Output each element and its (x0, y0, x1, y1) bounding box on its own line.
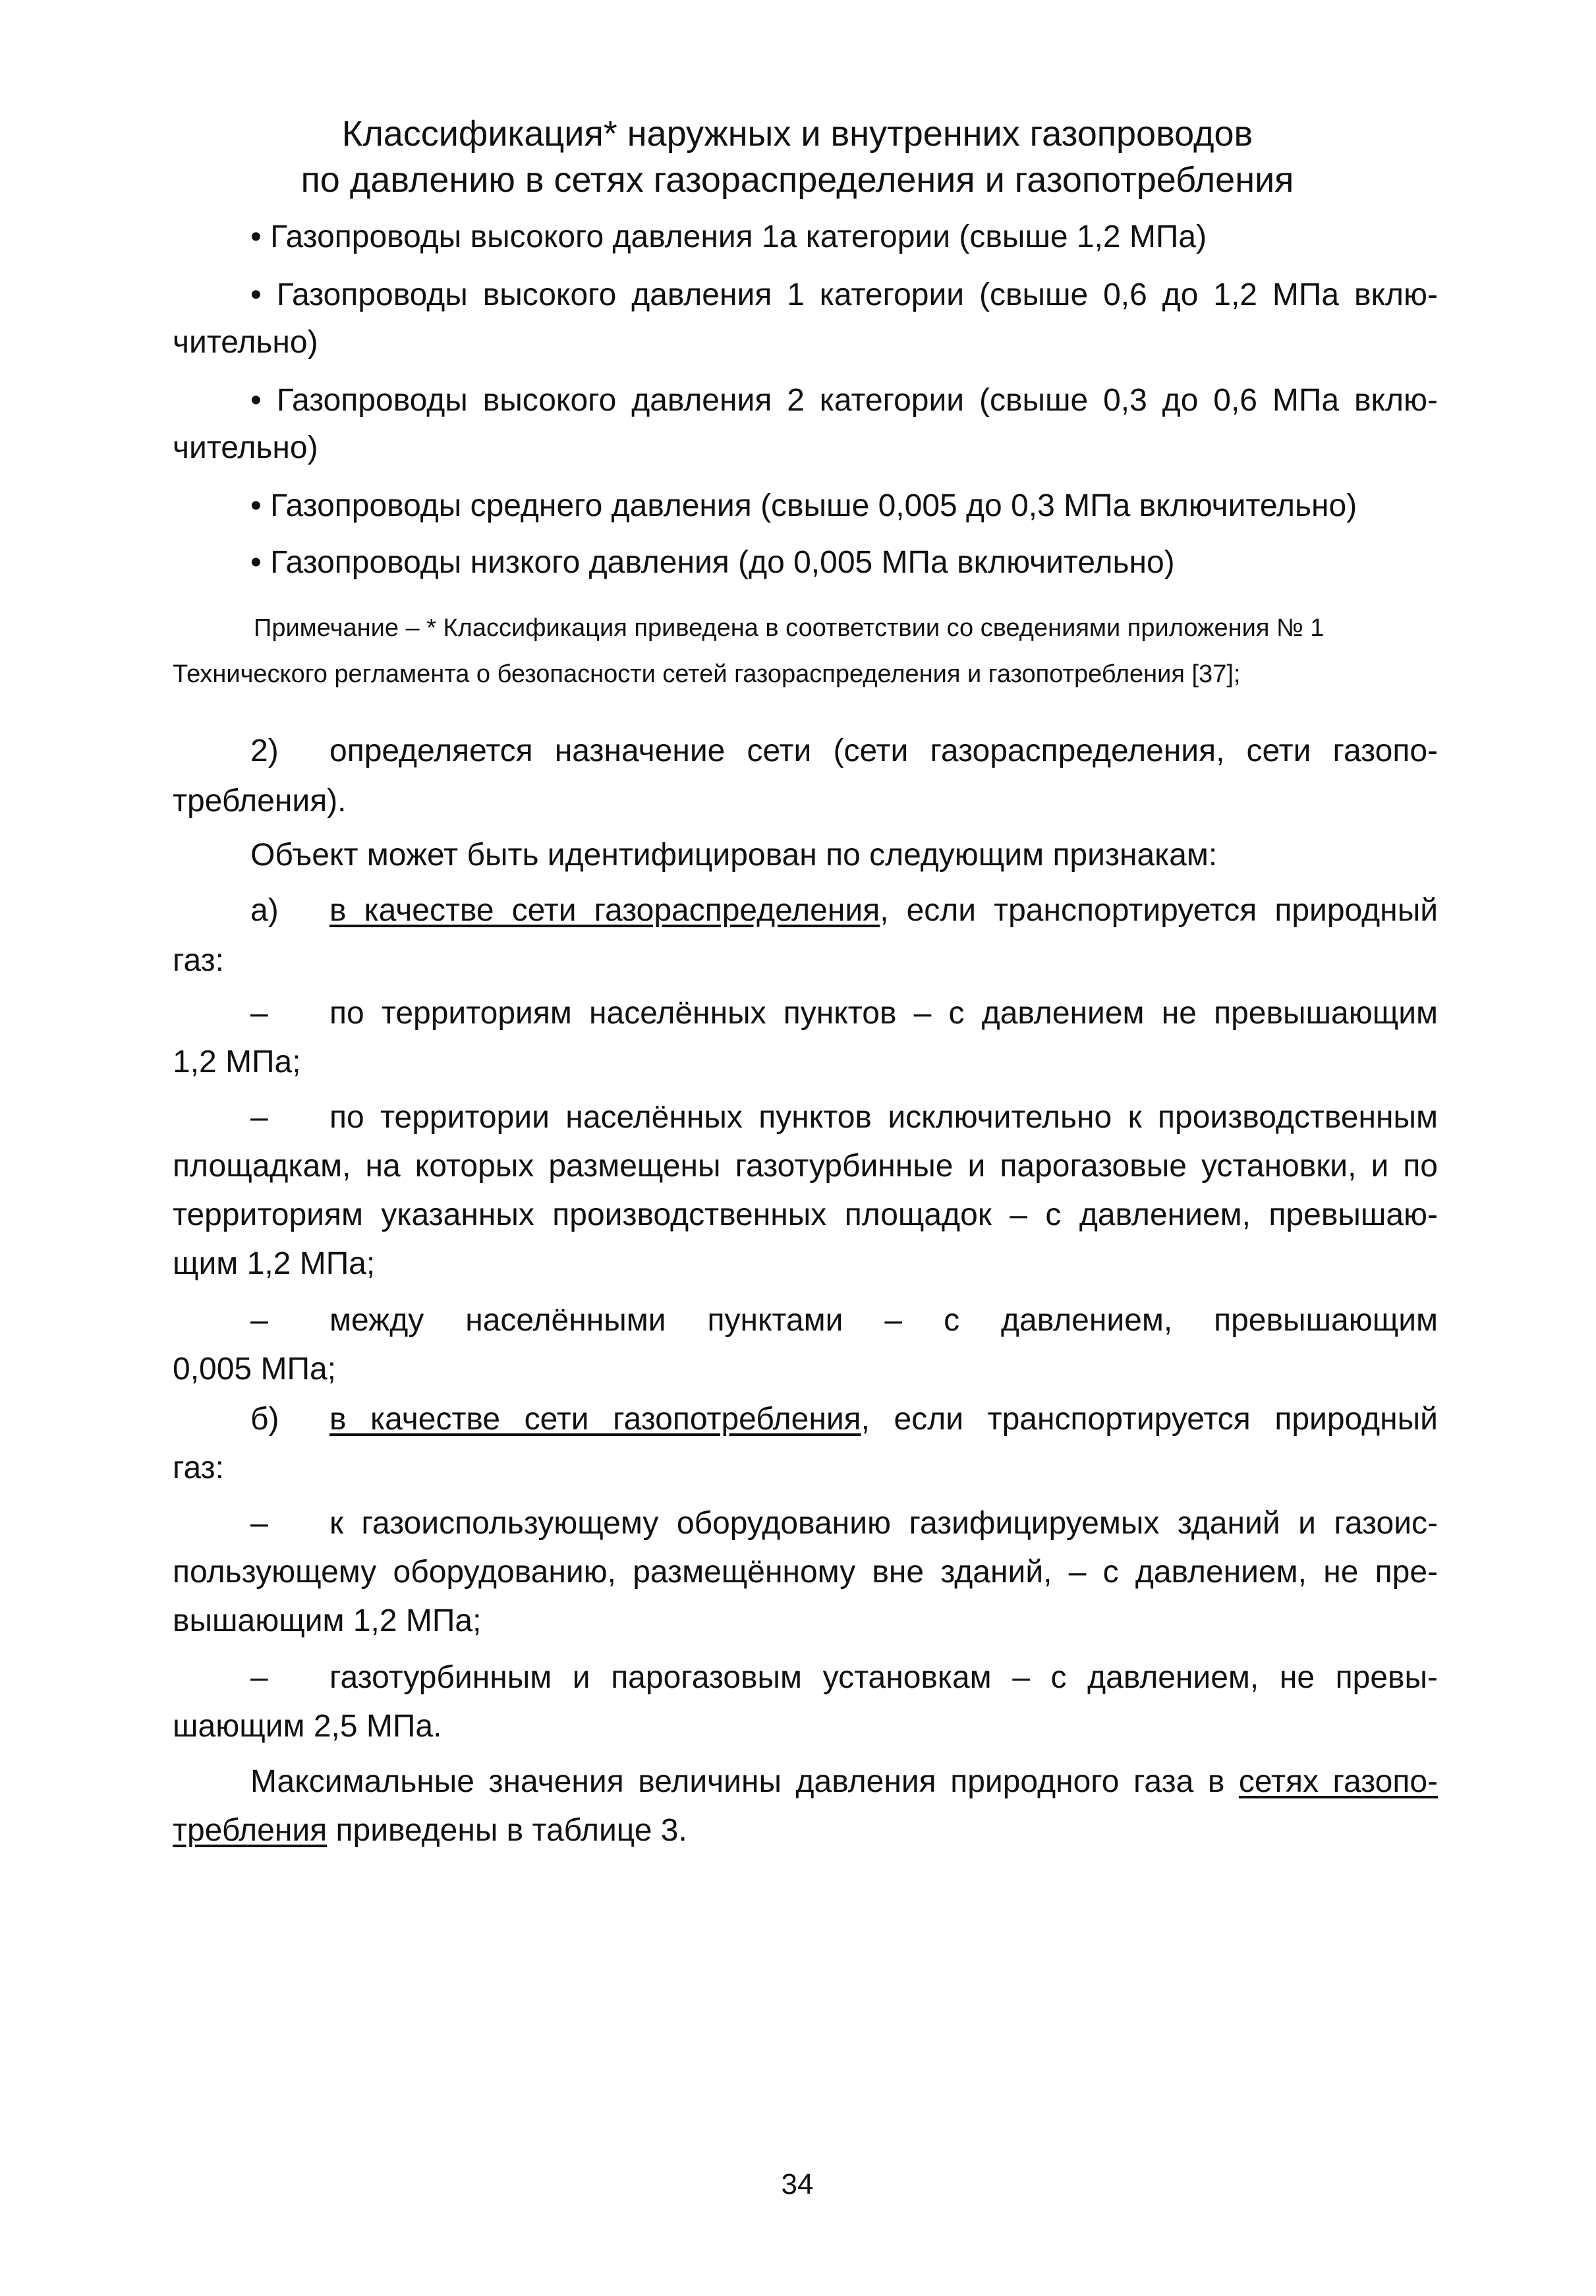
bullet-low: • Газопроводы низкого давления (до 0,005 МПа включительно) (250, 545, 1175, 580)
bullet-medium: • Газопроводы среднего давления (свыше 0,005 до 0,3 МПа включительно) (250, 488, 1357, 523)
final-line2 (173, 1812, 687, 1849)
bullet-1-line2: чительно) (173, 325, 318, 360)
bullet-1a: • Газопроводы высокого давления 1а категории (свыше 1,2 МПа) (250, 219, 1207, 254)
item-a-line2: газ: (173, 943, 224, 978)
intro-paragraph: Объект может быть идентифицирован по следующим признакам: (250, 838, 1218, 873)
final-underlined-2: требления (173, 1813, 328, 1848)
dash-a3-line1: между населёнными пунктами – с давлением, превышающим (329, 1303, 1438, 1338)
para2-marker: 2) (250, 733, 279, 768)
dash-a2-line1: по территории населённых пунктов исключительно к производственным (329, 1100, 1438, 1135)
page-number: 34 (781, 2168, 814, 2200)
dash-a2-marker: – (250, 1100, 268, 1135)
para2-line1: определяется назначение сети (сети газораспределения, сети газопо- (329, 733, 1438, 768)
dash-a3-marker: – (250, 1303, 268, 1338)
dash-a1-line1: по территориям населённых пунктов – с давлением не превышающим (329, 996, 1438, 1031)
dash-a1-marker: – (250, 996, 268, 1031)
bullet-1-line1: • Газопроводы высокого давления 1 категории (свыше 0,6 до 1,2 МПа вклю- (250, 277, 1438, 312)
item-b-underlined: в качестве сети газопотребления (329, 1402, 861, 1437)
dash-b2-line2: шающим 2,5 МПа. (173, 1709, 442, 1744)
bullet-2-line2: чительно) (173, 430, 318, 465)
dash-b1-marker: – (250, 1506, 268, 1541)
dash-a1-line2: 1,2 МПа; (173, 1045, 301, 1079)
final-text-a: Максимальные значения величины давления природного газа в (250, 1764, 1239, 1799)
dash-a2-line4: щим 1,2 МПа; (173, 1246, 376, 1281)
item-b-line1 (329, 1401, 1438, 1438)
final-underlined-1: сетях газопо- (1238, 1764, 1439, 1799)
dash-a2-line2: площадкам, на которых размещены газотурбинные и парогазовые установки, и по (173, 1149, 1438, 1184)
para2-line2: требления). (173, 784, 347, 818)
item-b-marker: б) (250, 1402, 279, 1437)
dash-b1-line2: пользующему оборудованию, размещённому вне зданий, – с давлением, не пре- (173, 1555, 1438, 1590)
final-text-b: приведены в таблице 3. (327, 1813, 687, 1848)
final-line1 (250, 1764, 1438, 1800)
title-line-1: Классификация* наружных и внутренних газопроводов (341, 114, 1253, 154)
dash-a2-line3: территориям указанных производственных площадок – с давлением, превышаю- (173, 1197, 1438, 1232)
item-b-line2: газ: (173, 1450, 224, 1485)
item-b-rest: , если транспортируется природный (861, 1402, 1438, 1437)
item-a-line1 (329, 892, 1438, 929)
item-a-marker: а) (250, 893, 279, 928)
dash-b1-line1: к газоиспользующему оборудованию газифицируемых зданий и газоис- (329, 1506, 1438, 1541)
dash-b2-marker: – (250, 1660, 268, 1695)
title-line-2: по давлению в сетях газораспределения и газопотребления (300, 160, 1294, 200)
dash-b2-line1: газотурбинным и парогазовым установкам – с давлением, не превы- (329, 1660, 1438, 1695)
note-line-2: Технического регламента о безопасности сетей газораспределения и газопотребления [37]; (173, 660, 1241, 688)
bullet-2-line1: • Газопроводы высокого давления 2 категории (свыше 0,3 до 0,6 МПа вклю- (250, 383, 1438, 418)
dash-a3-line2: 0,005 МПа; (173, 1352, 336, 1387)
note-line-1: Примечание – * Классификация приведена в соответствии со сведениями приложения № 1 (254, 614, 1325, 642)
item-a-rest: , если транспортируется природный (880, 893, 1438, 928)
dash-b1-line3: вышающим 1,2 МПа; (173, 1603, 482, 1638)
item-a-underlined: в качестве сети газораспределения (329, 893, 880, 928)
